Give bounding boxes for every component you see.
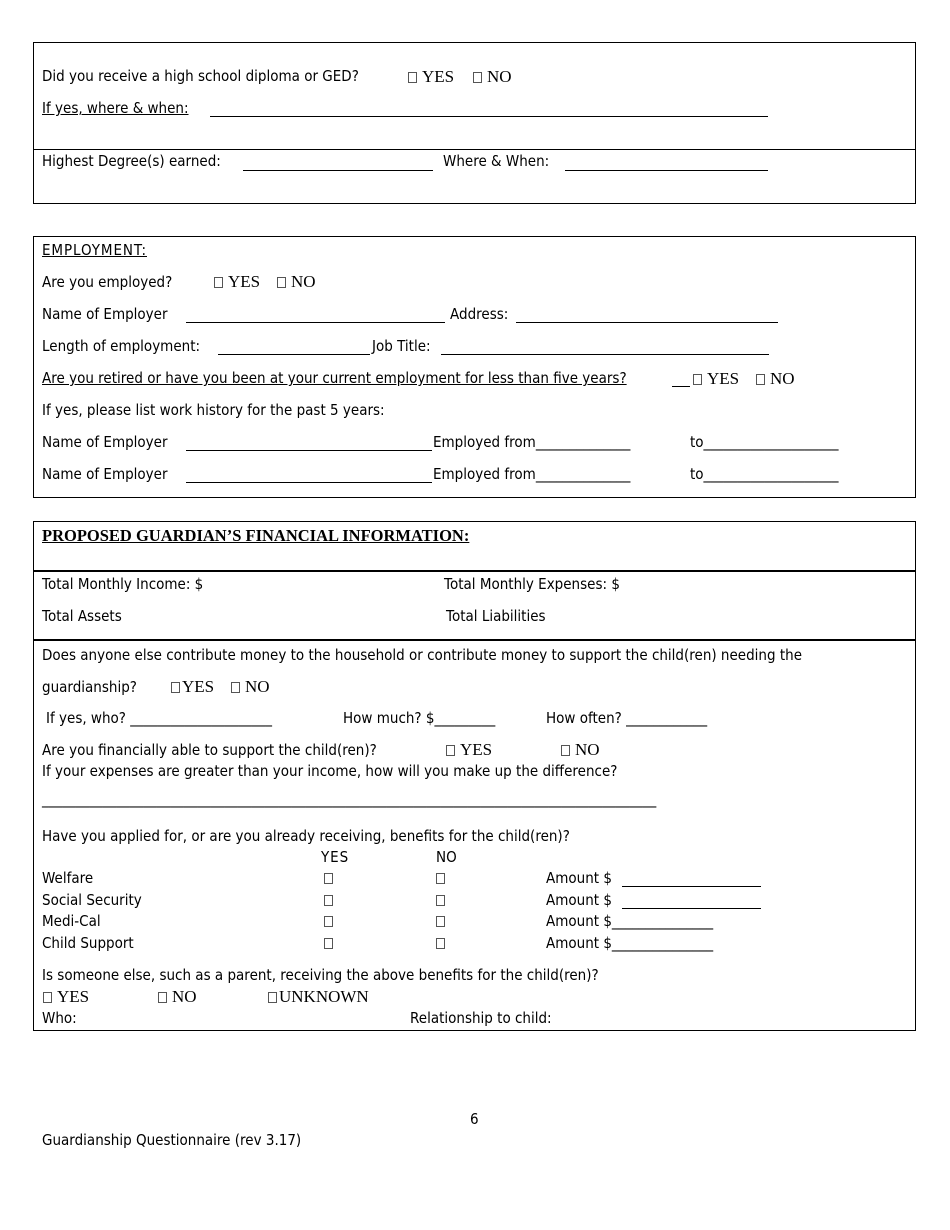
checkbox-icon[interactable] [158,992,167,1003]
diploma-no-option[interactable]: NO [473,68,512,86]
benefit-no-checkbox[interactable] [436,873,445,884]
benefit-amount-field[interactable] [622,886,761,887]
contribute-question-cont: guardianship? [42,678,137,696]
job-title-label: Job Title: [372,337,431,355]
checkbox-icon[interactable] [277,277,286,288]
how-much-field[interactable]: How much? $_________ [343,709,496,727]
retired-question-underline-tail [672,386,690,387]
page-number: 6 [470,1110,479,1128]
benefit-name: Social Security [42,891,142,909]
benefits-no-column-header: NO [436,848,457,866]
difference-answer-field[interactable]: ___________________________________________________________________________________________ [42,790,657,808]
benefit-no-checkbox[interactable] [436,938,445,949]
highest-degree-label: Highest Degree(s) earned: [42,152,221,170]
financial-heading: PROPOSED GUARDIAN’S FINANCIAL INFORMATION: [42,526,470,545]
benefit-yes-checkbox[interactable] [324,938,333,949]
relationship-label: Relationship to child: [410,1009,552,1027]
benefit-amount-label: Amount $ [546,869,612,887]
contribute-yes-option[interactable]: YES [171,678,214,696]
total-monthly-income-label: Total Monthly Income: $ [42,575,204,593]
employed-question: Are you employed? [42,273,173,291]
someone-else-question: Is someone else, such as a parent, receiving the above benefits for the child(ren)? [42,966,599,984]
contribute-no-option[interactable]: NO [231,678,270,696]
history-employed-to[interactable]: to____________________ [690,465,839,483]
someone-else-no-option[interactable]: NO [158,988,197,1006]
degree-where-when-field[interactable] [565,170,768,171]
diploma-yes-option[interactable]: YES [408,68,454,86]
history-employer-label: Name of Employer [42,465,168,483]
benefit-yes-checkbox[interactable] [324,873,333,884]
employer-name-field[interactable] [186,322,445,323]
if-yes-where-when-label: If yes, where & when: [42,99,189,117]
employment-heading: EMPLOYMENT: [42,241,147,259]
history-employer-label: Name of Employer [42,433,168,451]
checkbox-icon[interactable] [756,374,765,385]
job-title-field[interactable] [441,354,769,355]
someone-else-yes-option[interactable]: YES [43,988,89,1006]
employer-name-label: Name of Employer [42,305,168,323]
expenses-greater-question: If your expenses are greater than your income, how will you make up the difference? [42,762,618,780]
section-divider [33,639,916,641]
history-employer-field[interactable] [186,450,432,451]
benefit-yes-checkbox[interactable] [324,895,333,906]
history-employed-from[interactable]: Employed from______________ [433,433,631,451]
address-field[interactable] [516,322,778,323]
history-employed-from[interactable]: Employed from______________ [433,465,631,483]
form-name-footer: Guardianship Questionnaire (rev 3.17) [42,1131,302,1149]
length-of-employment-field[interactable] [218,354,370,355]
history-employed-to[interactable]: to____________________ [690,433,839,451]
benefit-amount-field[interactable]: Amount $_______________ [546,934,714,952]
diploma-question: Did you receive a high school diploma or GED? [42,67,359,85]
total-liabilities-label: Total Liabilities [446,607,546,625]
benefit-no-checkbox[interactable] [436,916,445,927]
retired-no-option[interactable]: NO [756,370,795,388]
contribute-question: Does anyone else contribute money to the household or contribute money to support the child(ren) needing the [42,646,803,664]
someone-else-unknown-option[interactable]: UNKNOWN [268,988,369,1006]
work-history-prompt: If yes, please list work history for the past 5 years: [42,401,385,419]
benefit-name: Child Support [42,934,134,952]
benefits-yes-column-header: YES [321,848,350,866]
checkbox-icon[interactable] [446,745,455,756]
support-no-option[interactable]: NO [561,741,600,759]
how-often-field[interactable]: How often? ____________ [546,709,708,727]
checkbox-icon[interactable] [231,682,240,693]
employed-no-option[interactable]: NO [277,273,316,291]
total-assets-label: Total Assets [42,607,122,625]
benefit-no-checkbox[interactable] [436,895,445,906]
able-to-support-question: Are you financially able to support the child(ren)? [42,741,377,759]
history-employer-field[interactable] [186,482,432,483]
length-of-employment-label: Length of employment: [42,337,201,355]
section-divider [33,149,916,150]
benefit-yes-checkbox[interactable] [324,916,333,927]
where-when-field[interactable] [210,116,768,117]
employed-yes-option[interactable]: YES [214,273,260,291]
checkbox-icon[interactable] [473,72,482,83]
support-yes-option[interactable]: YES [446,741,492,759]
retired-question: Are you retired or have you been at your current employment for less than five years? [42,369,627,387]
checkbox-icon[interactable] [214,277,223,288]
if-yes-who-field[interactable]: If yes, who? _____________________ [46,709,273,727]
degree-where-when-label: Where & When: [443,152,550,170]
checkbox-icon[interactable] [171,682,180,693]
checkbox-icon[interactable] [268,992,277,1003]
checkbox-icon[interactable] [408,72,417,83]
checkbox-icon[interactable] [43,992,52,1003]
checkbox-icon[interactable] [693,374,702,385]
who-label: Who: [42,1009,77,1027]
retired-yes-option[interactable]: YES [693,370,739,388]
benefit-amount-field[interactable]: Amount $_______________ [546,912,714,930]
benefits-question: Have you applied for, or are you already receiving, benefits for the child(ren)? [42,827,570,845]
highest-degree-field[interactable] [243,170,433,171]
total-monthly-expenses-label: Total Monthly Expenses: $ [444,575,620,593]
checkbox-icon[interactable] [561,745,570,756]
benefit-name: Medi-Cal [42,912,101,930]
section-divider [33,570,916,572]
benefit-amount-field[interactable] [622,908,761,909]
address-label: Address: [450,305,509,323]
benefit-name: Welfare [42,869,94,887]
benefit-amount-label: Amount $ [546,891,612,909]
